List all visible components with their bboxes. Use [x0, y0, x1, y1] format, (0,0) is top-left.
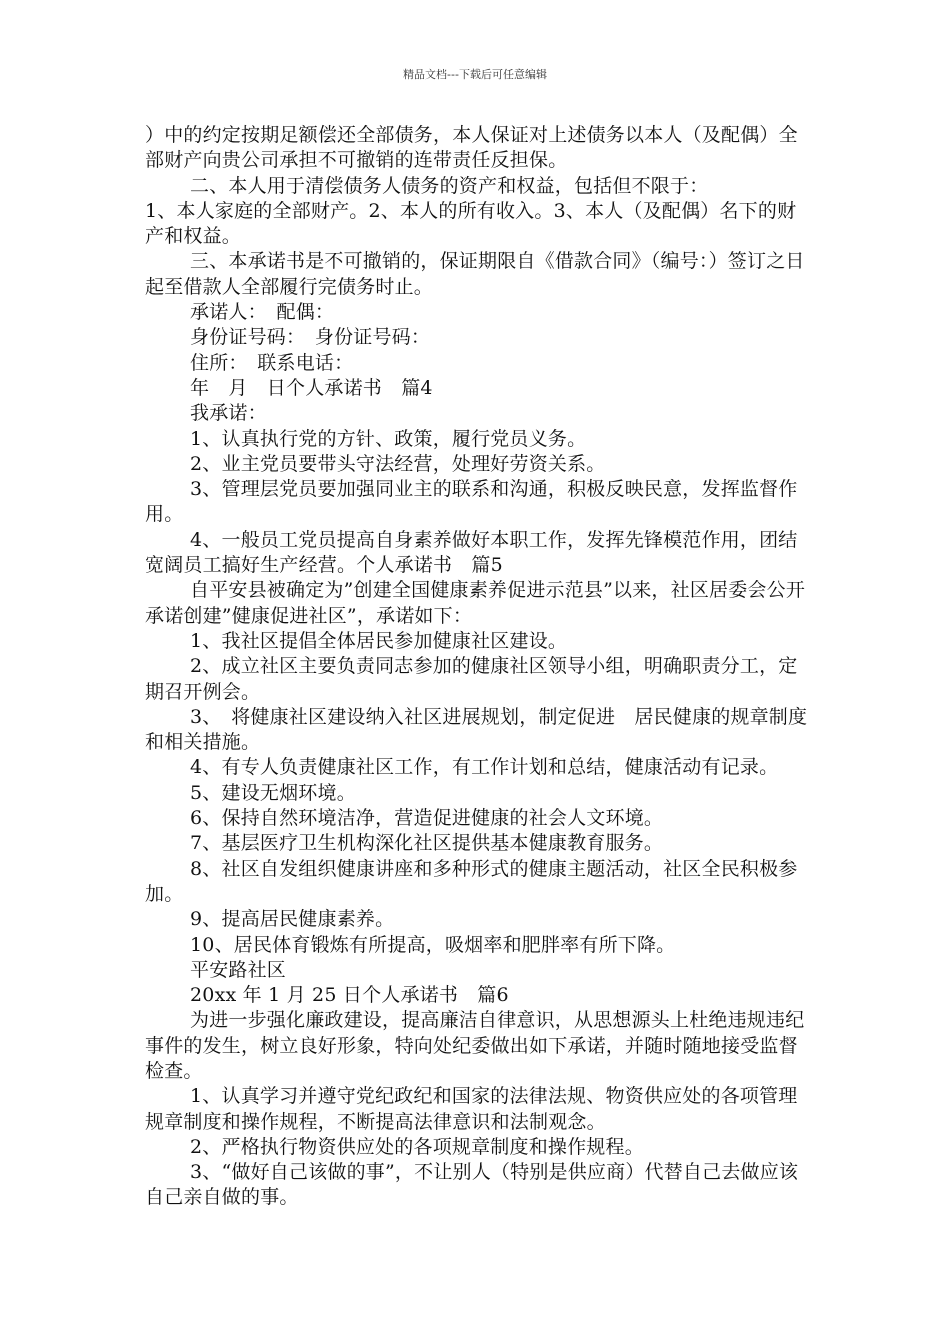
paragraph: 1、认真学习并遵守党纪政纪和国家的法律法规、物资供应处的各项管理规章制度和操作规程，不断提高法律意识和法制观念。	[145, 1085, 798, 1133]
paragraph: 1、我社区提倡全体居民参加健康社区建设。	[190, 629, 568, 652]
paragraph: ）中的约定按期足额偿还全部债务，本人保证对上述债务以本人（及配偶）全部财产向贵公司承担不可撤销的连带责任反担保。	[145, 124, 798, 172]
paragraph: 7、基层医疗卫生机构深化社区提供基本健康教育服务。	[190, 832, 664, 855]
paragraph: 我承诺：	[190, 402, 267, 425]
paragraph: 平安路社区	[190, 958, 287, 981]
paragraph: 4、有专人负责健康社区工作，有工作计划和总结，健康活动有记录。	[190, 756, 779, 779]
paragraph: 3、 将健康社区建设纳入社区进展规划，制定促进 居民健康的规章制度和相关措施。	[145, 705, 808, 754]
paragraph: 承诺人： 配偶：	[190, 301, 335, 324]
paragraph: 二、本人用于清偿债务人债务的资产和权益，包括但不限于：	[190, 174, 709, 197]
paragraph: 8、社区自发组织健康讲座和多种形式的健康主题活动，社区全民积极参加。	[145, 857, 798, 905]
paragraph: 2、成立社区主要负责同志参加的健康社区领导小组，明确职责分工，定期召开例会。	[145, 655, 798, 703]
paragraph: 2、业主党员要带头守法经营，处理好劳资关系。	[190, 452, 606, 475]
paragraph: 年 月 日个人承诺书 篇4	[190, 376, 433, 399]
paragraph: 3、管理层党员要加强同业主的联系和沟通，积极反映民意，发挥监督作用。	[145, 478, 798, 526]
paragraph: 自平安县被确定为”创建全国健康素养促进示范县”以来，社区居委会公开承诺创建”健康促进社区”，承诺如下：	[145, 579, 806, 627]
paragraph: 身份证号码： 身份证号码：	[190, 326, 431, 349]
paragraph: 2、严格执行物资供应处的各项规章制度和操作规程。	[190, 1135, 644, 1158]
paragraph: 3、“做好自己该做的事”，不让别人（特别是供应商）代替自己去做应该自己亲自做的事。	[145, 1161, 799, 1209]
paragraph: 住所： 联系电话：	[190, 351, 354, 374]
paragraph: 9、提高居民健康素养。	[190, 908, 395, 931]
document-body	[145, 123, 810, 1211]
page-header: 精品文档---下载后可任意编辑	[403, 68, 547, 81]
paragraph: 6、保持自然环境洁净，营造促进健康的社会人文环境。	[190, 807, 664, 830]
paragraph: 5、建设无烟环境。	[190, 781, 356, 804]
paragraph: 1、认真执行党的方针、政策，履行党员义务。	[190, 427, 587, 450]
paragraph: 10、居民体育锻炼有所提高，吸烟率和肥胖率有所下降。	[190, 933, 676, 956]
paragraph: 为进一步强化廉政建设，提高廉洁自律意识，从思想源头上杜绝违规违纪事件的发生，树立良好形象，特向处纪委做出如下承诺，并随时随地接受监督检查。	[145, 1009, 805, 1082]
paragraph: 20xx 年 1 月 25 日个人承诺书 篇6	[190, 984, 509, 1007]
paragraph: 三、本承诺书是不可撤销的，保证期限自《借款合同》（编号：）签订之日起至借款人全部履行完债务时止。	[145, 250, 805, 298]
paragraph: 4、一般员工党员提高自身素养做好本职工作，发挥先锋模范作用，团结宽阔员工搞好生产经营。个人承诺书 篇5	[145, 528, 798, 577]
paragraph: 1、本人家庭的全部财产。2、本人的所有收入。3、本人（及配偶）名下的财产和权益。	[145, 199, 797, 248]
